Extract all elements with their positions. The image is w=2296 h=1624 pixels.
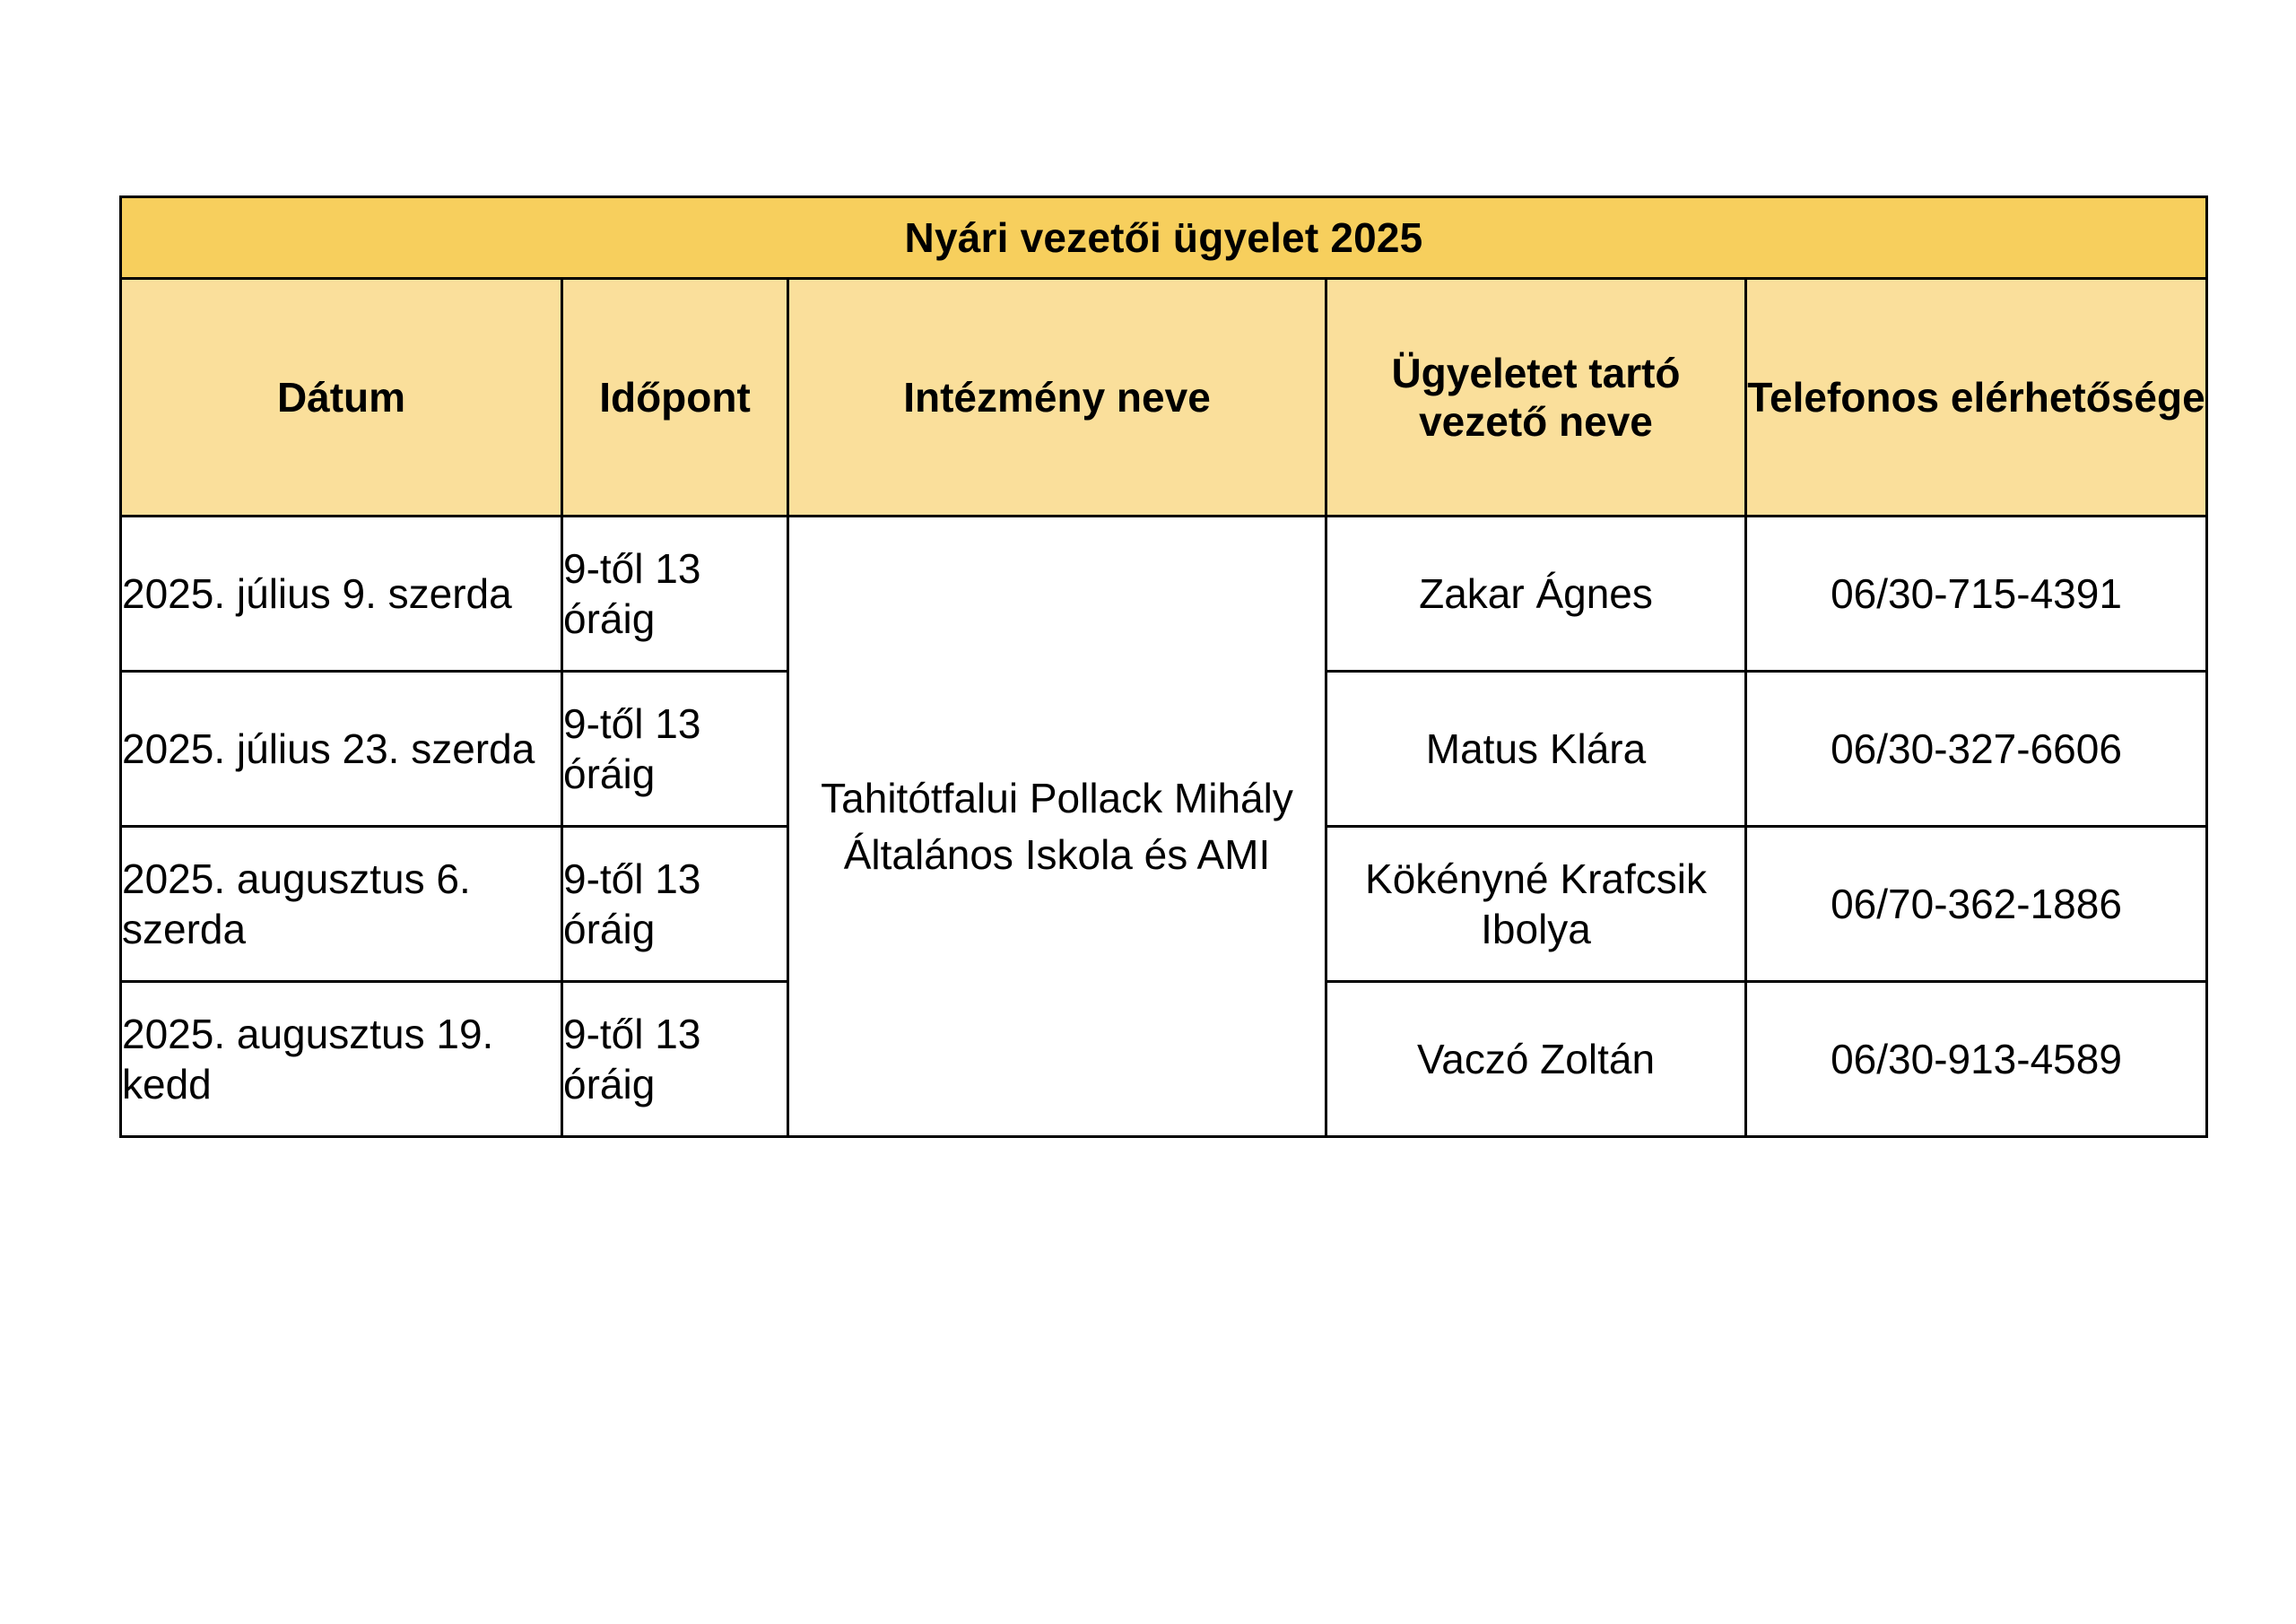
cell-leader: Matus Klára [1326,672,1746,827]
table-header-row [121,279,2207,517]
cell-date: 2025. augusztus 6. szerda [121,827,562,982]
table-title: Nyári vezetői ügyelet 2025 [121,197,2207,279]
cell-date: 2025. július 23. szerda [121,672,562,827]
column-header-time: Időpont [562,279,788,517]
cell-institution-name: Tahitótfalui Pollack Mihály Általános Iskola és AMI [788,517,1326,1137]
table-row [121,517,2207,672]
cell-phone: 06/30-913-4589 [1746,982,2207,1137]
column-header-leader: Ügyeletet tartó vezető neve [1326,279,1746,517]
cell-time: 9-től 13 óráig [562,982,788,1137]
cell-time: 9-től 13 óráig [562,672,788,827]
cell-date: 2025. július 9. szerda [121,517,562,672]
cell-leader: Vaczó Zoltán [1326,982,1746,1137]
column-header-date: Dátum [121,279,562,517]
column-header-institution: Intézmény neve [788,279,1326,517]
table-title-row [121,197,2207,279]
cell-time: 9-től 13 óráig [562,827,788,982]
cell-phone: 06/30-715-4391 [1746,517,2207,672]
cell-time: 9-től 13 óráig [562,517,788,672]
column-header-phone: Telefonos elérhetősége [1746,279,2207,517]
cell-leader: Zakar Ágnes [1326,517,1746,672]
cell-date: 2025. augusztus 19. kedd [121,982,562,1137]
cell-phone: 06/30-327-6606 [1746,672,2207,827]
cell-leader: Kökényné Krafcsik Ibolya [1326,827,1746,982]
duty-schedule-table [119,195,2208,1138]
duty-schedule-table-wrapper [119,195,2205,1138]
cell-phone: 06/70-362-1886 [1746,827,2207,982]
